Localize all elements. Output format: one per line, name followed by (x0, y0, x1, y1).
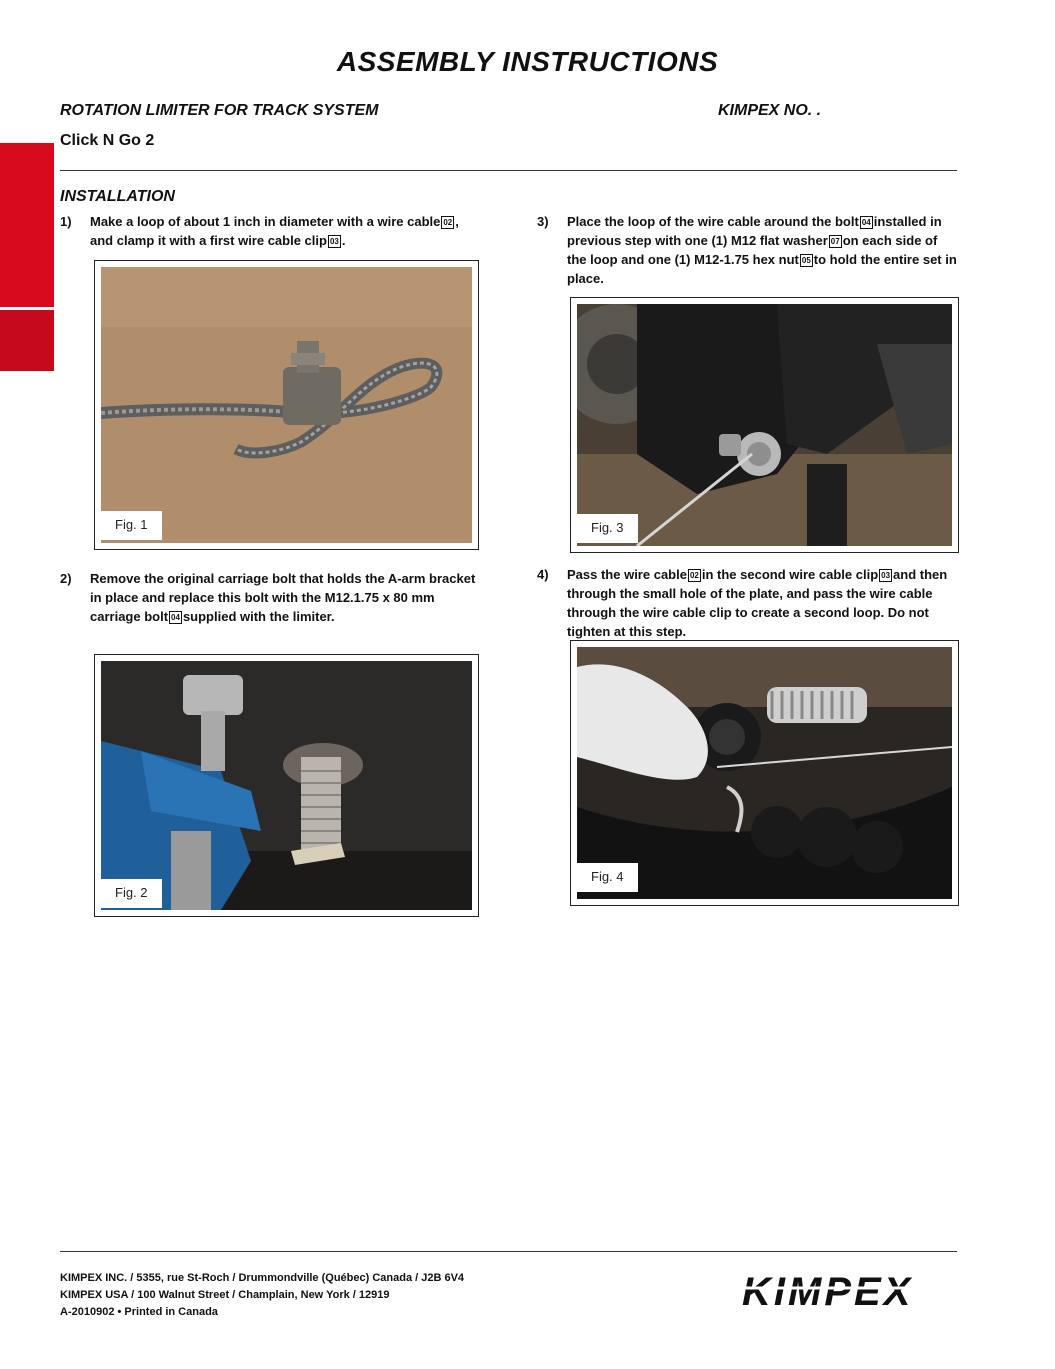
side-tab-red (0, 143, 54, 307)
part-ref-badge: 02 (689, 571, 699, 580)
side-tab-red-lower (0, 310, 54, 371)
product-name: ROTATION LIMITER FOR TRACK SYSTEM (60, 102, 379, 119)
part-ref-badge: 03 (329, 237, 339, 246)
step-text (567, 212, 957, 288)
page-title: ASSEMBLY INSTRUCTIONS (336, 46, 719, 77)
step-text-part: to hold the entire set in place. (567, 252, 957, 286)
wire-cable-loop-photo (101, 267, 472, 543)
model-name: Click N Go 2 (60, 132, 155, 149)
figure-3 (570, 297, 959, 553)
part-ref-badge: 03 (881, 571, 891, 580)
step-text-part: Place the loop of the wire cable around the bolt (567, 214, 859, 229)
step-text (90, 212, 480, 250)
logo-wordmark: KIMPEX (742, 1270, 914, 1312)
figure-label: Fig. 1 (101, 511, 162, 540)
footer-line-kimpex-inc: KIMPEX INC. / 5355, rue St-Roch / Drummondville (Québec) Canada / J2B 6V4 (60, 1272, 465, 1284)
step-text-part: . (341, 233, 346, 248)
step-text-part: , and clamp it with a first wire cable clip (90, 214, 459, 248)
step-number: 1) (60, 214, 72, 229)
footer-line-kimpex-usa: KIMPEX USA / 100 Walnut Street / Champlain, New York / 12919 (60, 1289, 390, 1301)
part-ref-badge: 04 (171, 613, 180, 622)
step-text-part: and then through the small hole of the plate, and pass the wire cable through the wire cable clip to create a second loop. Do not tighten at this step. (567, 567, 948, 639)
step-text-part: Pass the wire cable (567, 567, 687, 582)
step-text (567, 565, 957, 641)
part-ref-badge: 04 (861, 218, 871, 227)
kimpex-logo-mark (738, 1268, 958, 1312)
kimpex-logo (738, 1268, 958, 1317)
footer-divider (60, 1251, 957, 1252)
step-1 (60, 212, 480, 252)
step-text-part: on each side of the loop and one (1) M12-1.75 hex nut (567, 233, 938, 267)
figure-label: Fig. 2 (101, 879, 162, 908)
step-4 (537, 565, 957, 645)
part-ref-badge: 02 (443, 218, 453, 227)
step-text-part: supplied with the limiter. (182, 609, 335, 624)
step-number: 3) (537, 214, 549, 229)
step-text-part: installed in previous step with one (1) M12 flat washer (567, 214, 942, 248)
step-number: 2) (60, 571, 72, 586)
figure-label: Fig. 3 (577, 514, 638, 543)
step-2 (60, 569, 480, 649)
step-text-part: Make a loop of about 1 inch in diameter with a wire cable (90, 214, 441, 229)
figure-4 (570, 640, 959, 906)
part-ref-badge: 05 (801, 256, 811, 265)
kimpex-number: KIMPEX NO. . (718, 102, 822, 119)
step-text-part: in the second wire cable clip (701, 567, 879, 582)
second-loop-photo (577, 647, 952, 899)
part-ref-badge: 07 (830, 237, 840, 246)
step-3 (537, 212, 957, 292)
footer-line-doc-number: A-2010902 • Printed in Canada (60, 1306, 218, 1318)
header-divider (60, 170, 957, 171)
section-title: INSTALLATION (60, 188, 175, 205)
step-number: 4) (537, 567, 549, 582)
step-text-part: Remove the original carriage bolt that holds the A-arm bracket in place and replace this bolt with the M12.1.75 x 80 mm carriage bolt (90, 571, 476, 624)
footer-address (60, 1270, 464, 1321)
limiter-bolt-photo (577, 304, 952, 546)
figure-label: Fig. 4 (577, 863, 638, 892)
carriage-bolt-photo (101, 661, 472, 910)
step-text (90, 569, 480, 626)
figure-2 (94, 654, 479, 917)
figure-1 (94, 260, 479, 550)
